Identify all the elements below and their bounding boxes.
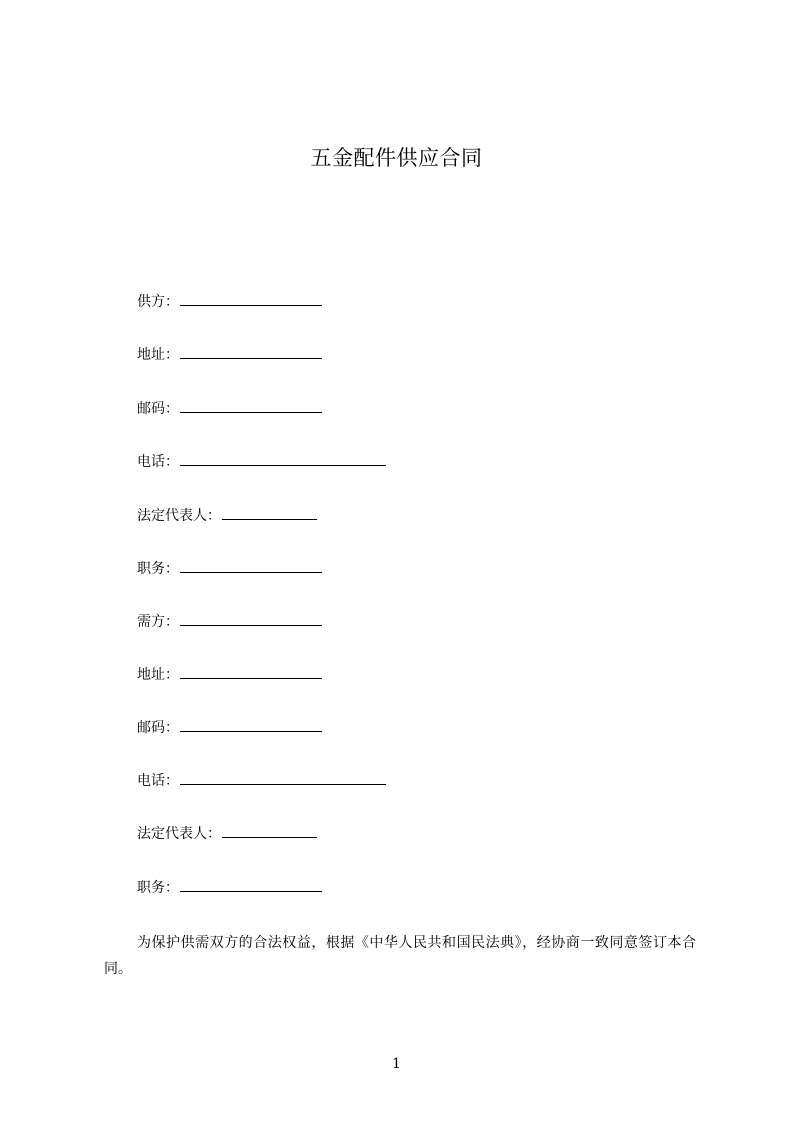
supplier-postcode-label: 邮码： <box>137 401 179 417</box>
supplier-legal-rep-blank[interactable] <box>222 505 317 520</box>
supplier-party-field <box>137 291 322 312</box>
buyer-legal-rep-blank[interactable] <box>222 823 317 838</box>
buyer-address-field <box>137 664 322 685</box>
supplier-postcode-field <box>137 398 322 419</box>
buyer-party-label: 需方： <box>137 614 179 630</box>
supplier-position-blank[interactable] <box>180 558 322 573</box>
buyer-postcode-label: 邮码： <box>137 720 179 736</box>
supplier-phone-blank[interactable] <box>180 451 386 466</box>
buyer-phone-blank[interactable] <box>180 770 386 785</box>
buyer-party-blank[interactable] <box>180 611 322 626</box>
supplier-legal-rep-label: 法定代表人： <box>137 508 221 524</box>
buyer-legal-rep-field <box>137 823 317 844</box>
supplier-party-blank[interactable] <box>180 291 322 306</box>
supplier-party-label: 供方： <box>137 294 179 310</box>
buyer-postcode-field <box>137 717 322 738</box>
buyer-phone-field <box>137 770 386 791</box>
buyer-legal-rep-label: 法定代表人： <box>137 826 221 842</box>
buyer-address-blank[interactable] <box>180 664 322 679</box>
preamble-paragraph: 为保护供需双方的合法权益，根据《中华人民共和国民法典》，经协商一致同意签订本合同。 <box>104 935 696 977</box>
supplier-position-field <box>137 558 322 579</box>
supplier-position-label: 职务： <box>137 561 179 577</box>
supplier-address-label: 地址： <box>137 347 179 363</box>
buyer-party-field <box>137 611 322 632</box>
supplier-phone-label: 电话： <box>137 454 179 470</box>
buyer-position-label: 职务： <box>137 880 179 896</box>
supplier-phone-field <box>137 451 386 472</box>
buyer-phone-label: 电话： <box>137 773 179 789</box>
buyer-postcode-blank[interactable] <box>180 717 322 732</box>
supplier-address-field <box>137 344 322 365</box>
supplier-postcode-blank[interactable] <box>180 398 322 413</box>
supplier-legal-rep-field <box>137 505 317 526</box>
buyer-position-blank[interactable] <box>180 877 322 892</box>
supplier-address-blank[interactable] <box>180 344 322 359</box>
buyer-address-label: 地址： <box>137 667 179 683</box>
page-title: 五金配件供应合同 <box>310 146 483 170</box>
buyer-position-field <box>137 877 322 898</box>
page-number: 1 <box>392 1056 401 1072</box>
